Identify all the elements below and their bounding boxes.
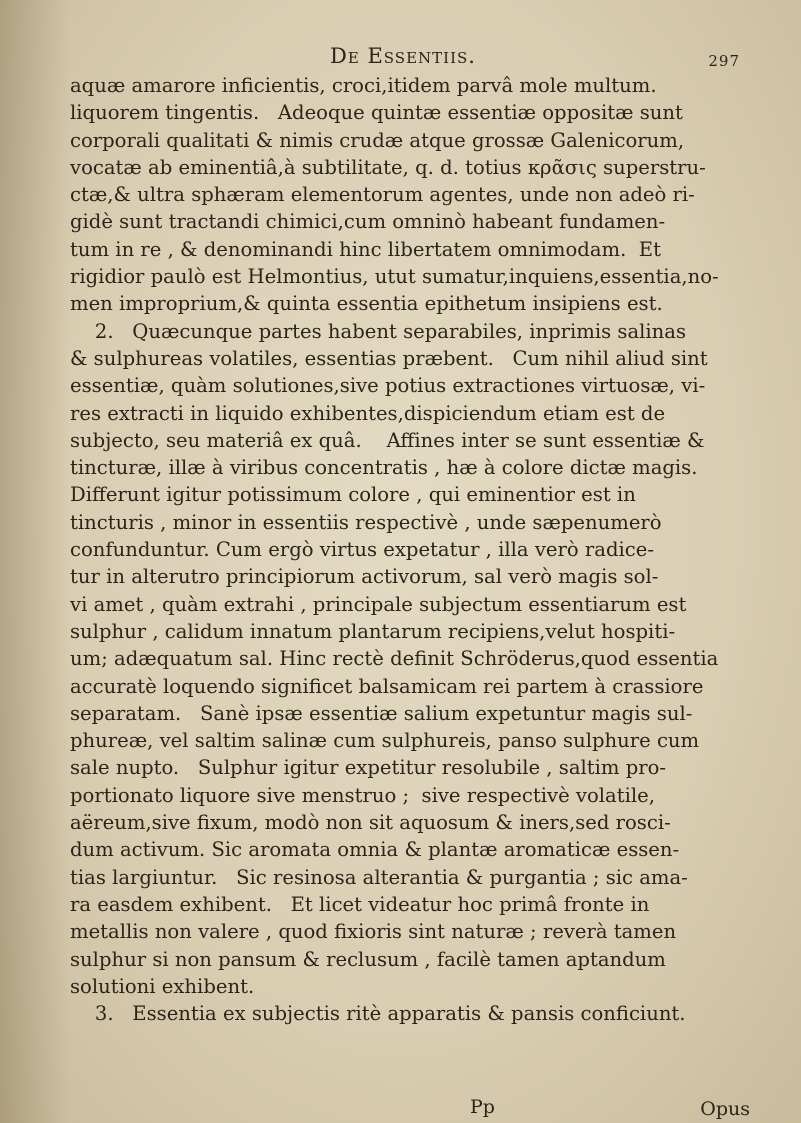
running-head: De Essentiis. bbox=[330, 44, 476, 68]
text-line: separatam. Sanè ipsæ essentiæ salium expetuntur magis sul- bbox=[70, 701, 693, 725]
text-line: gidè sunt tractandi chimici,cum omninò habeant fundamen- bbox=[70, 210, 666, 234]
text-line: vocatæ ab eminentiâ,à subtilitate, q. d. totius κρᾶσις superstru- bbox=[70, 155, 706, 179]
signature-mark: Pp bbox=[470, 1096, 495, 1118]
text-line: tincturis , minor in essentiis respectivè , unde sæpenumerò bbox=[70, 510, 662, 534]
text-line: 3. Essentia ex subjectis ritè apparatis & pansis conficiunt. bbox=[70, 1002, 686, 1026]
text-line: sulphur si non pansum & reclusum , facilè tamen aptandum bbox=[70, 947, 666, 971]
text-line: aquæ amarore inficientis, croci,itidem parvâ mole multum. bbox=[70, 74, 657, 97]
text-line: Differunt igitur potissimum colore , qui eminentior est in bbox=[70, 483, 636, 507]
text-line: 2. Quæcunque partes habent separabiles, inprimis salinas bbox=[70, 319, 687, 343]
page-header bbox=[100, 44, 740, 74]
catchword: Opus bbox=[700, 1098, 750, 1120]
text-line: men improprium,& quinta essentia epithetum insipiens est. bbox=[70, 292, 663, 316]
text-line: portionato liquore sive menstruo ; sive respectivè volatile, bbox=[70, 783, 655, 807]
text-line: sulphur , calidum innatum plantarum recipiens,velut hospiti- bbox=[70, 619, 676, 643]
page-footer bbox=[100, 1096, 750, 1123]
text-line: accuratè loquendo significet balsamicam rei partem à crassiore bbox=[70, 674, 704, 698]
text-line: aëreum,sive fixum, modò non sit aquosum & iners,sed rosci- bbox=[70, 811, 671, 835]
text-line: ra easdem exhibent. Et licet videatur hoc primâ fronte in bbox=[70, 892, 650, 916]
text-line: subjecto, seu materiâ ex quâ. Affines inter se sunt essentiæ & bbox=[70, 428, 705, 452]
text-line: liquorem tingentis. Adeoque quintæ essentiæ oppositæ sunt bbox=[70, 101, 683, 125]
text-line: phureæ, vel saltim salinæ cum sulphureis, panso sulphure cum bbox=[70, 729, 700, 753]
text-line: um; adæquatum sal. Hinc rectè definit Schröderus,quod essentia bbox=[70, 647, 719, 671]
page-number: 297 bbox=[708, 52, 740, 70]
text-line: vi amet , quàm extrahi , principale subjectum essentiarum est bbox=[70, 592, 687, 616]
text-line: metallis non valere , quod fixioris sint naturæ ; reverà tamen bbox=[70, 920, 677, 944]
text-line: ctæ,& ultra sphæram elementorum agentes, unde non adeò ri- bbox=[70, 183, 695, 207]
text-line: essentiæ, quàm solutiones,sive potius extractiones virtuosæ, vi- bbox=[70, 374, 706, 398]
text-line: sale nupto. Sulphur igitur expetitur resolubile , saltim pro- bbox=[70, 756, 667, 780]
text-line: tincturæ, illæ à viribus concentratis , hæ à colore dictæ magis. bbox=[70, 456, 698, 480]
text-line: tias largiuntur. Sic resinosa alterantia & purgantia ; sic ama- bbox=[70, 865, 688, 889]
text-line: solutioni exhibent. bbox=[70, 974, 255, 998]
text-line: dum activum. Sic aromata omnia & plantæ aromaticæ essen- bbox=[70, 838, 680, 862]
text-line: & sulphureas volatiles, essentias præbent. Cum nihil aliud sint bbox=[70, 346, 708, 370]
text-line: confunduntur. Cum ergò virtus expetatur , illa verò radice- bbox=[70, 538, 654, 562]
text-line: tur in alterutro principiorum activorum, sal verò magis sol- bbox=[70, 565, 659, 589]
text-line: tum in re , & denominandi hinc libertatem omnimodam. Et bbox=[70, 237, 661, 261]
text-line: corporali qualitati & nimis crudæ atque grossæ Galenicorum, bbox=[70, 128, 685, 152]
text-line: rigidior paulò est Helmontius, utut sumatur,inquiens,essentia,no- bbox=[70, 265, 719, 289]
page-body bbox=[70, 72, 752, 1027]
text-line: res extracti in liquido exhibentes,dispiciendum etiam est de bbox=[70, 401, 666, 425]
